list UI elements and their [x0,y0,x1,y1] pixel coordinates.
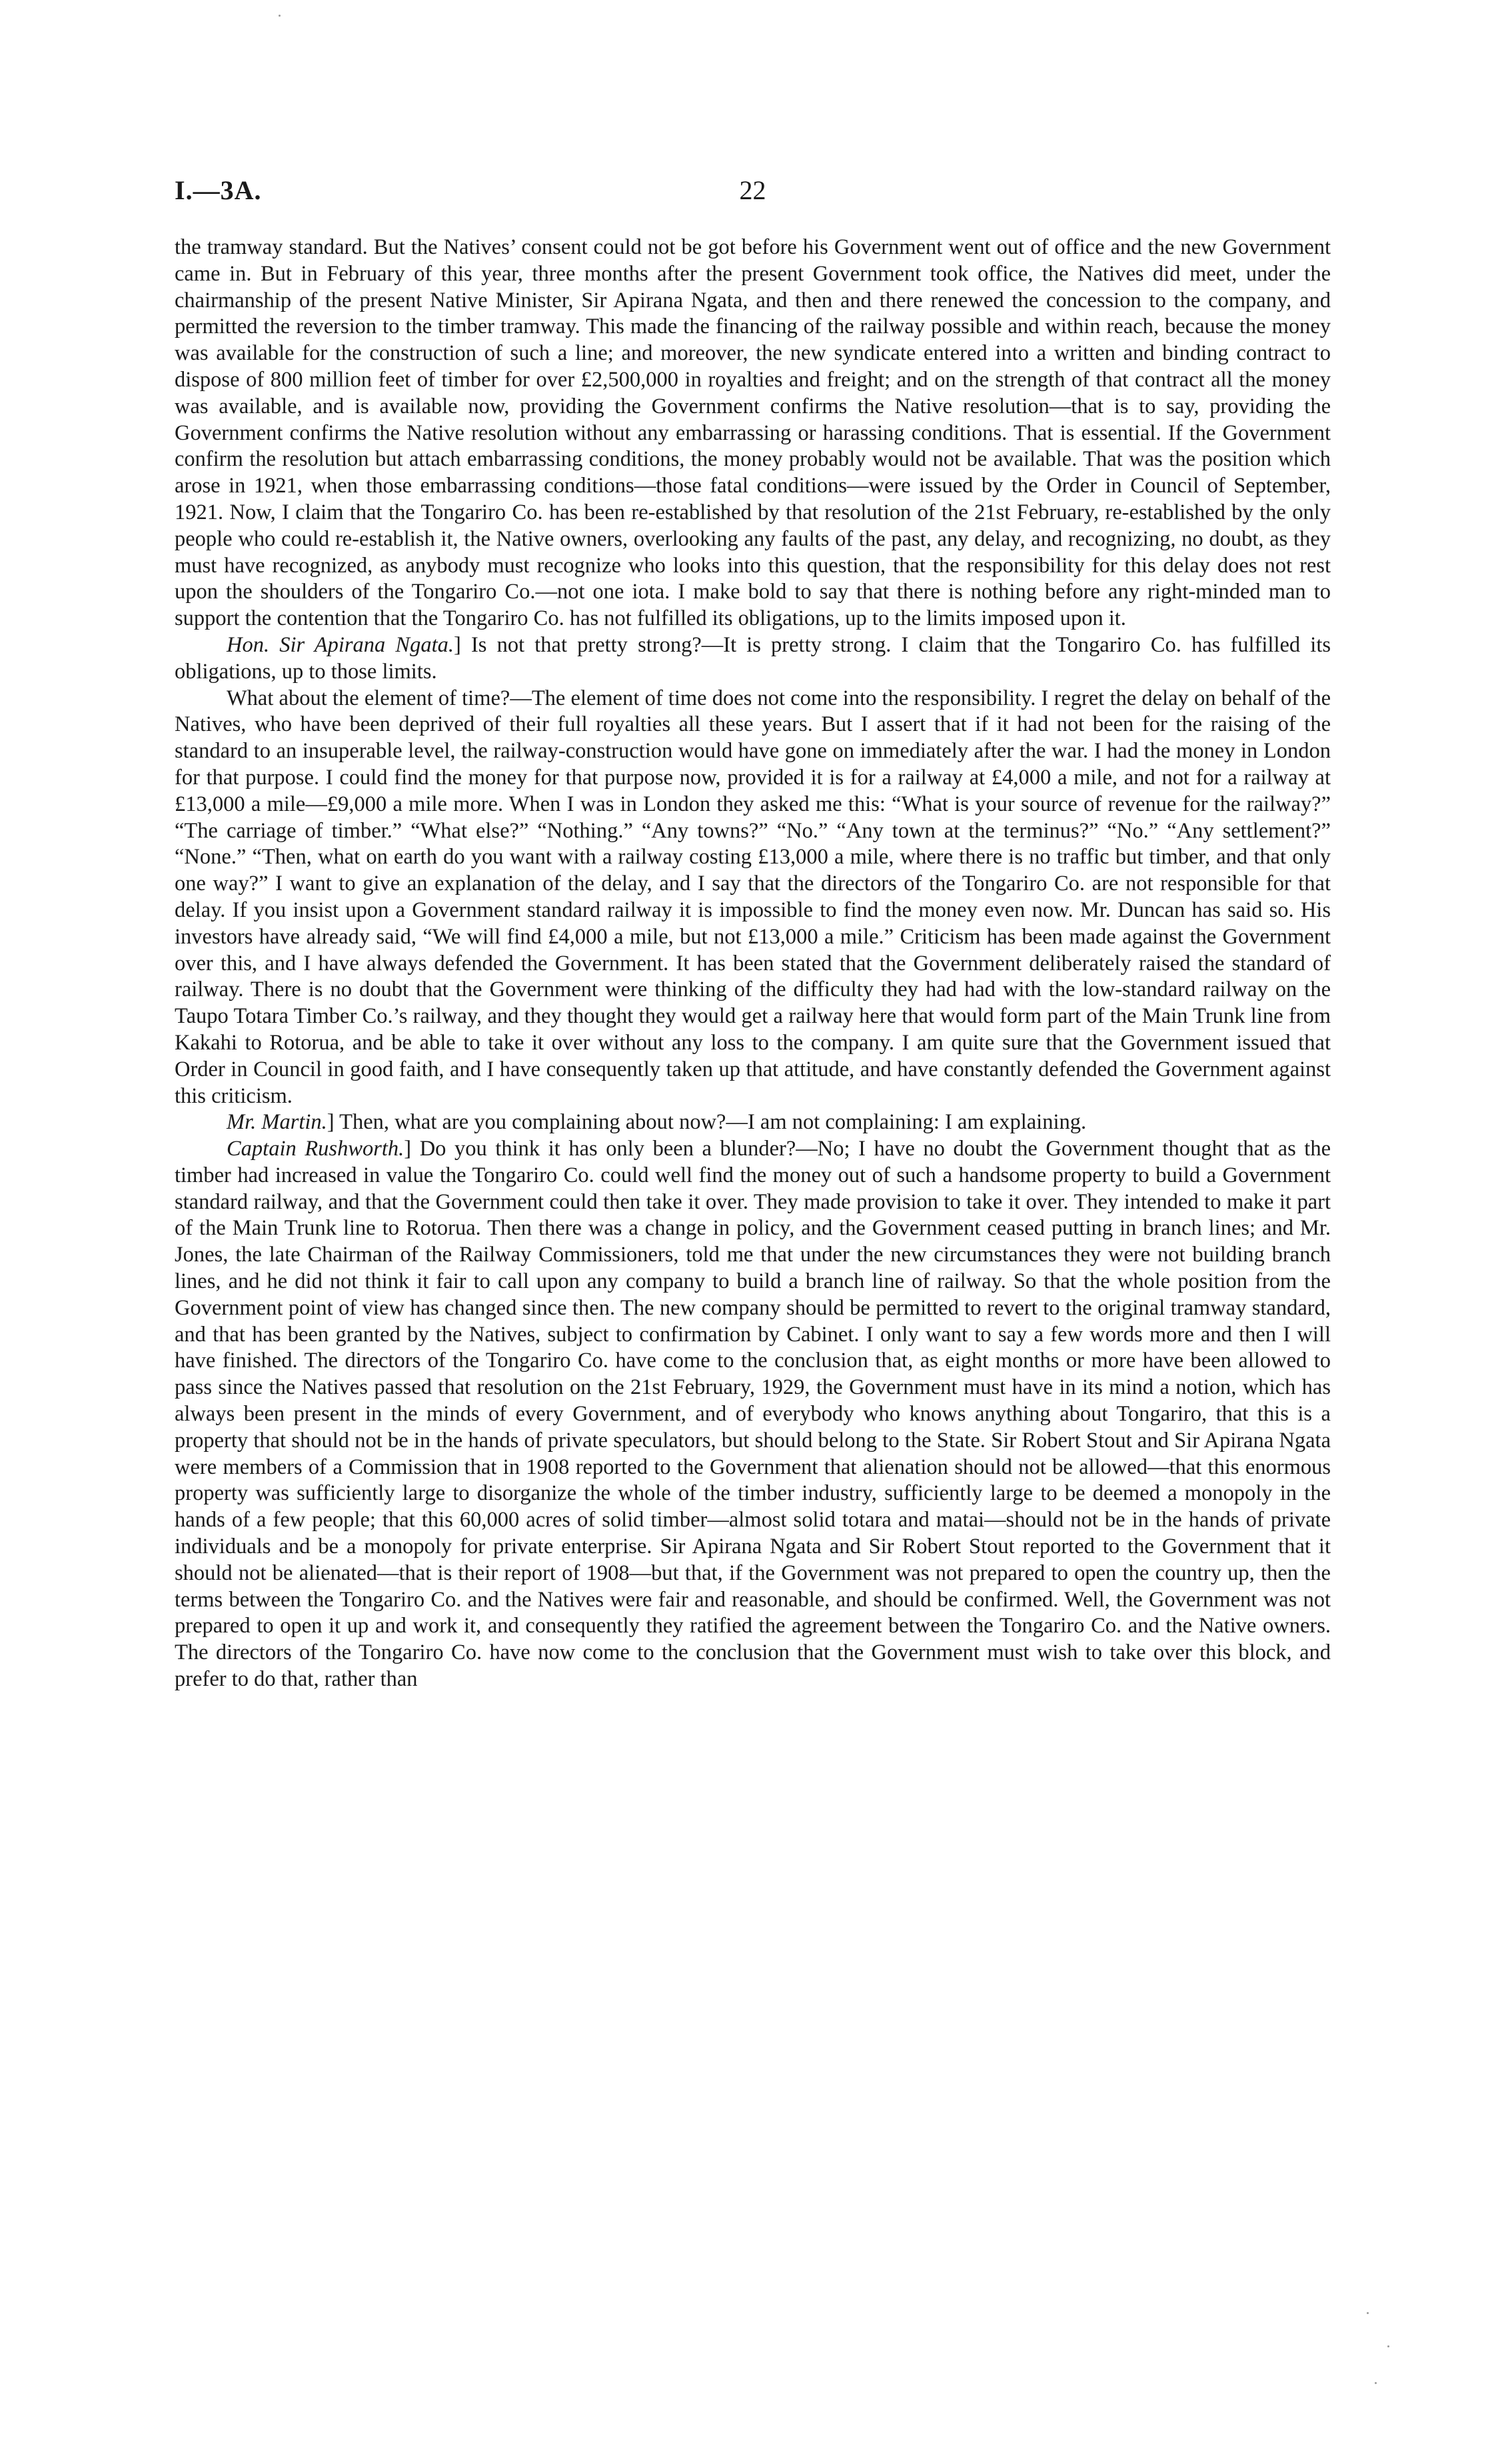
scan-speck [279,15,281,17]
paragraph [175,235,1331,632]
paragraph [175,1136,1331,1693]
paragraph-text: the tramway standard. But the Natives’ consent could not be got before his Government went out of office and the new Government came in. But in February of this year, three months after the present Government took office, the Natives did meet, under the chairmanship of the present Native Minister, Sir Apirana Ngata, and then and there renewed the concession to the company, and permitted the reversion to the timber tramway. This made the financing of the railway possible and within reach, because the money was available for the construction of such a line; and moreover, the new syndicate entered into a written and binding contract to dispose of 800 million feet of timber for over £2,500,000 in royalties and freight; and on the strength of that contract all the money was available, and is available now, providing the Government confirms the Native resolution—that is to say, providing the Government confirms the Native resolution without any embarrassing or harassing conditions. That is essential. If the Government confirm the resolution but attach embarrassing conditions, the money probably would not be available. That was the position which arose in 1921, when those embarrassing conditions—those fatal conditions—were issued by the Order in Council of September, 1921. Now, I claim that the Tongariro Co. has been re-established by that resolution of the 21st February, re-established by the only people who could re-establish it, the Native owners, overlooking any faults of the past, any delay, and recognizing, no doubt, as they must have recognized, as anybody must recognize who looks into this question, that the responsibility for this delay does not rest upon the shoulders of the Tongariro Co.—not one iota. I make bold to say that there is nothing before any right-minded man to support the contention that the Tongariro Co. has not fulfilled its obligations, up to the limits imposed upon it. [175,235,1331,631]
scan-speck [1387,2345,1389,2347]
scan-speck [1375,2382,1377,2384]
paragraph [175,632,1331,686]
speaker-name: Hon. Sir Apirana Ngata. [227,632,454,657]
paragraph-text: ] Then, what are you complaining about now?—I am not complaining: I am explaining. [327,1110,1087,1135]
speaker-name: Captain Rushworth. [227,1137,404,1161]
paragraph-text: ] Do you think it has only been a blunder?—No; I have no doubt the Government thought that as the timber had increased in value the Tongariro Co. could well find the money out of such a handsome property to build a Government standard railway, and that the Government could then take it over. They made provision to take it over. They intended to make it part of the Main Trunk line to Rotorua. Then there was a change in policy, and the Government ceased putting in branch lines; and Mr. Jones, the late Chairman of the Railway Commissioners, told me that under the new circumstances they were not building branch lines, and he did not think it fair to call upon any company to build a branch line of railway. So that the whole position from the Government point of view has changed since then. The new company should be permitted to revert to the original tramway standard, and that has been granted by the Natives, subject to confirmation by Cabinet. I only want to say a few words more and then I will have finished. The directors of the Tongariro Co. have come to the conclusion that, as eight months or more have been allowed to pass since the Natives passed that resolution on the 21st February, 1929, the Government must have in its mind a notion, which has always been present in the minds of every Government, and of everybody who knows anything about Tongariro, that this is a property that should not be in the hands of private speculators, but should belong to the State. Sir Robert Stout and Sir Apirana Ngata were members of a Commission that in 1908 reported to the Government that alienation should not be allowed—that this enormous property was sufficiently large to disorganize the whole of the timber industry, sufficiently large to be deemed a monopoly in the hands of a few people; that this 60,000 acres of solid timber—almost solid totara and matai—should not be in the hands of private individuals and be a monopoly for private enterprise. Sir Apirana Ngata and Sir Robert Stout reported to the Government that it should not be alienated—that is their report of 1908—but that, if the Government was not prepared to open the country up, then the terms between the Tongariro Co. and the Natives were fair and reasonable, and should be confirmed. Well, the Government was not prepared to open it up and work it, and consequently they ratified the agreement between the Tongariro Co. and the Native owners. The directors of the Tongariro Co. have now come to the conclusion that the Government must wish to take over this block, and prefer to do that, rather than [175,1137,1331,1692]
paragraph [175,686,1331,1110]
document-body [175,235,1331,1693]
paragraph [175,1109,1331,1136]
scan-speck [1367,2312,1369,2314]
speaker-name: Mr. Martin. [227,1110,327,1135]
paragraph-text: ] Is not that pretty strong?—It is pretty strong. I claim that the Tongariro Co. has fulfilled its obligations, up to those limits. [175,632,1331,684]
paragraph-text: What about the element of time?—The element of time does not come into the responsibility. I regret the delay on behalf of the Natives, who have been deprived of their full royalties all these years. But I assert that if it had not been for the raising of the standard to an insuperable level, the railway-construction would have gone on immediately after the war. I had the money in London for that purpose. I could find the money for that purpose now, provided it is for a railway at £4,000 a mile, and not for a railway at £13,000 a mile—£9,000 a mile more. When I was in London they asked me this: “What is your source of revenue for the railway?” “The carriage of timber.” “What else?” “Nothing.” “Any towns?” “No.” “Any town at the terminus?” “No.” “Any settlement?” “None.” “Then, what on earth do you want with a railway costing £13,000 a mile, where there is no traffic but timber, and that only one way?” I want to give an explanation of the delay, and I say that the directors of the Tongariro Co. are not responsible for that delay. If you insist upon a Government standard railway it is impossible to find the money even now. Mr. Duncan has said so. His investors have already said, “We will find £4,000 a mile, but not £13,000 a mile.” Criticism has been made against the Government over this, and I have always defended the Government. It has been stated that the Government deliberately raised the standard of railway. There is no doubt that the Government were thinking of the difficulty they had had with the low-standard railway on the Taupo Totara Timber Co.’s railway, and they thought they would get a railway here that would form part of the Main Trunk line from Kakahi to Rotorua, and be able to take it over without any loss to the company. I am quite sure that the Government issued that Order in Council in good faith, and I have consequently taken up that attitude, and have constantly defended the Government against this criticism. [175,686,1331,1108]
page-number: 22 [739,175,766,205]
document-reference: I.—3A. [175,175,262,205]
page-header [175,175,1331,215]
